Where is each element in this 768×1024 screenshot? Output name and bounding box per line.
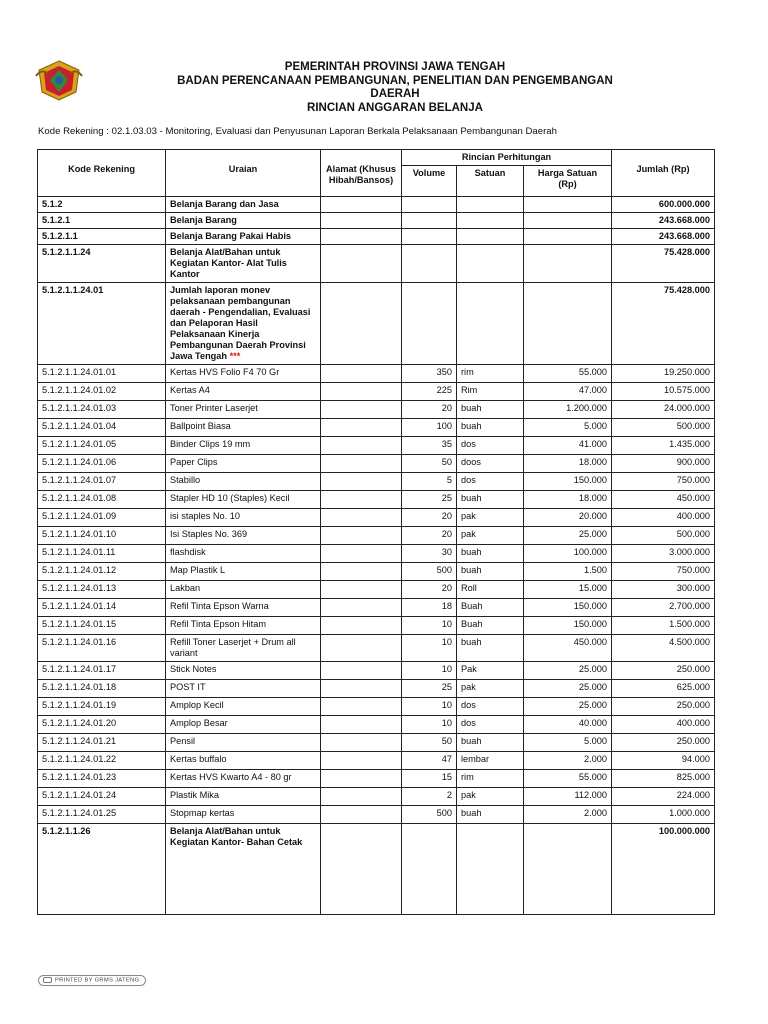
- row-uraian: Lakban: [166, 581, 321, 599]
- row-kode: 5.1.2.1.1.24.01: [38, 283, 166, 365]
- row-volume: 10: [402, 698, 457, 716]
- row-satuan: dos: [457, 437, 524, 455]
- row-uraian: Ballpoint Biasa: [166, 419, 321, 437]
- row-uraian: Kertas buffalo: [166, 752, 321, 770]
- row-satuan: rim: [457, 365, 524, 383]
- row-volume: [402, 229, 457, 245]
- row-satuan: Buah: [457, 599, 524, 617]
- row-alamat: [321, 770, 402, 788]
- row-volume: 30: [402, 545, 457, 563]
- row-harga: 18.000: [524, 455, 612, 473]
- row-alamat: [321, 563, 402, 581]
- row-volume: 20: [402, 509, 457, 527]
- row-uraian: Map Plastik L: [166, 563, 321, 581]
- uraian-marker: ***: [229, 351, 241, 361]
- row-kode: 5.1.2.1.1.24.01.01: [38, 365, 166, 383]
- row-uraian-text: Belanja Barang: [170, 215, 237, 225]
- printer-icon: [43, 977, 52, 983]
- row-uraian: Stopmap kertas: [166, 806, 321, 824]
- row-harga: 100.000: [524, 545, 612, 563]
- row-satuan: [457, 197, 524, 213]
- row-volume: 25: [402, 491, 457, 509]
- row-satuan: pak: [457, 788, 524, 806]
- row-harga: 47.000: [524, 383, 612, 401]
- table-row: [38, 680, 715, 698]
- table-row: [38, 509, 715, 527]
- row-kode: 5.1.2.1.1.24.01.07: [38, 473, 166, 491]
- printed-by-footer: [38, 975, 146, 986]
- row-jumlah: 900.000: [612, 455, 715, 473]
- row-alamat: [321, 509, 402, 527]
- row-satuan: [457, 229, 524, 245]
- header-line-title: RINCIAN ANGGARAN BELANJA: [307, 101, 483, 114]
- row-alamat: [321, 527, 402, 545]
- row-harga: 5.000: [524, 419, 612, 437]
- row-kode: 5.1.2.1.1.24.01.12: [38, 563, 166, 581]
- row-volume: [402, 245, 457, 283]
- row-uraian: isi staples No. 10: [166, 509, 321, 527]
- row-kode: 5.1.2.1.1.24.01.18: [38, 680, 166, 698]
- row-harga: [524, 213, 612, 229]
- row-alamat: [321, 383, 402, 401]
- row-jumlah: 600.000.000: [612, 197, 715, 213]
- row-alamat: [321, 617, 402, 635]
- row-jumlah: 1.435.000: [612, 437, 715, 455]
- row-harga: 40.000: [524, 716, 612, 734]
- row-satuan: pak: [457, 527, 524, 545]
- row-jumlah: 19.250.000: [612, 365, 715, 383]
- row-satuan: dos: [457, 716, 524, 734]
- row-jumlah: 250.000: [612, 662, 715, 680]
- kode-rekening-line: Kode Rekening : 02.1.03.03 - Monitoring, Evaluasi dan Penyusunan Laporan Berkala Pelaksanaan Pembangunan Daerah: [38, 126, 557, 137]
- row-jumlah: 243.668.000: [612, 213, 715, 229]
- row-uraian: Paper Clips: [166, 455, 321, 473]
- row-kode: 5.1.2.1.1.24.01.17: [38, 662, 166, 680]
- row-harga: [524, 229, 612, 245]
- row-jumlah: 24.000.000: [612, 401, 715, 419]
- row-volume: [402, 197, 457, 213]
- row-volume: 10: [402, 716, 457, 734]
- row-uraian: Amplop Kecil: [166, 698, 321, 716]
- budget-table: [37, 149, 715, 915]
- col-header-uraian: Uraian: [166, 150, 321, 197]
- row-volume: 20: [402, 527, 457, 545]
- row-kode: 5.1.2.1.1.24.01.25: [38, 806, 166, 824]
- row-kode: 5.1.2.1.1.24.01.23: [38, 770, 166, 788]
- col-header-harga: Harga Satuan (Rp): [524, 166, 612, 197]
- row-jumlah: 750.000: [612, 473, 715, 491]
- row-alamat: [321, 545, 402, 563]
- table-row: [38, 599, 715, 617]
- row-alamat: [321, 662, 402, 680]
- summary-row: [38, 229, 715, 245]
- row-satuan: buah: [457, 806, 524, 824]
- row-uraian: Binder Clips 19 mm: [166, 437, 321, 455]
- header-line-daerah: DAERAH: [370, 88, 420, 100]
- row-kode: 5.1.2.1.1.24.01.03: [38, 401, 166, 419]
- table-row: [38, 437, 715, 455]
- row-kode: 5.1.2.1: [38, 213, 166, 229]
- row-satuan: Pak: [457, 662, 524, 680]
- col-header-kode: Kode Rekening: [38, 150, 166, 197]
- row-satuan: buah: [457, 563, 524, 581]
- col-header-rincian: Rincian Perhitungan: [402, 150, 612, 166]
- row-harga: 18.000: [524, 491, 612, 509]
- row-jumlah: 750.000: [612, 563, 715, 581]
- row-alamat: [321, 734, 402, 752]
- row-satuan: dos: [457, 473, 524, 491]
- table-row: [38, 401, 715, 419]
- row-kode: 5.1.2.1.1.24.01.05: [38, 437, 166, 455]
- row-jumlah: 500.000: [612, 419, 715, 437]
- row-jumlah: 250.000: [612, 734, 715, 752]
- row-jumlah: 1.000.000: [612, 806, 715, 824]
- table-row: [38, 527, 715, 545]
- row-uraian: Kertas A4: [166, 383, 321, 401]
- table-row: [38, 473, 715, 491]
- table-row: [38, 734, 715, 752]
- row-alamat: [321, 824, 402, 915]
- row-harga: 2.000: [524, 806, 612, 824]
- row-volume: 18: [402, 599, 457, 617]
- row-harga: 55.000: [524, 365, 612, 383]
- row-kode: 5.1.2.1.1.24.01.24: [38, 788, 166, 806]
- row-jumlah: 1.500.000: [612, 617, 715, 635]
- table-row: [38, 455, 715, 473]
- row-jumlah: 4.500.000: [612, 635, 715, 662]
- row-satuan: rim: [457, 770, 524, 788]
- row-kode: 5.1.2.1.1.24.01.13: [38, 581, 166, 599]
- row-harga: 2.000: [524, 752, 612, 770]
- row-jumlah: 3.000.000: [612, 545, 715, 563]
- row-kode: 5.1.2.1.1.24.01.10: [38, 527, 166, 545]
- row-harga: 150.000: [524, 473, 612, 491]
- table-row: [38, 698, 715, 716]
- row-satuan: [457, 245, 524, 283]
- row-satuan: dos: [457, 698, 524, 716]
- table-row: [38, 806, 715, 824]
- row-harga: 1.200.000: [524, 401, 612, 419]
- row-uraian: Kertas HVS Kwarto A4 - 80 gr: [166, 770, 321, 788]
- row-alamat: [321, 680, 402, 698]
- row-jumlah: 75.428.000: [612, 245, 715, 283]
- row-uraian: Stick Notes: [166, 662, 321, 680]
- row-volume: 47: [402, 752, 457, 770]
- row-alamat: [321, 365, 402, 383]
- last-summary-row: [38, 824, 715, 915]
- row-harga: 1.500: [524, 563, 612, 581]
- row-volume: 20: [402, 581, 457, 599]
- row-volume: 350: [402, 365, 457, 383]
- table-row: [38, 716, 715, 734]
- row-satuan: Roll: [457, 581, 524, 599]
- row-satuan: [457, 213, 524, 229]
- row-volume: 2: [402, 788, 457, 806]
- row-kode: 5.1.2.1.1.24.01.21: [38, 734, 166, 752]
- row-volume: 5: [402, 473, 457, 491]
- row-alamat: [321, 437, 402, 455]
- row-kode: 5.1.2.1.1.24.01.11: [38, 545, 166, 563]
- row-alamat: [321, 491, 402, 509]
- row-satuan: buah: [457, 419, 524, 437]
- row-alamat: [321, 752, 402, 770]
- row-uraian: POST IT: [166, 680, 321, 698]
- table-row: [38, 752, 715, 770]
- row-kode: 5.1.2.1.1.24.01.04: [38, 419, 166, 437]
- row-volume: 100: [402, 419, 457, 437]
- table-row: [38, 419, 715, 437]
- row-kode: 5.1.2.1.1.24: [38, 245, 166, 283]
- row-satuan: [457, 824, 524, 915]
- row-uraian: Pensil: [166, 734, 321, 752]
- row-volume: 20: [402, 401, 457, 419]
- row-uraian: Belanja Alat/Bahan untuk Kegiatan Kantor- Bahan Cetak: [166, 824, 321, 915]
- row-harga: [524, 824, 612, 915]
- row-jumlah: 10.575.000: [612, 383, 715, 401]
- row-jumlah: 243.668.000: [612, 229, 715, 245]
- row-harga: 55.000: [524, 770, 612, 788]
- summary-row: [38, 197, 715, 213]
- row-uraian: Amplop Besar: [166, 716, 321, 734]
- row-satuan: pak: [457, 509, 524, 527]
- row-kode: 5.1.2.1.1.24.01.08: [38, 491, 166, 509]
- row-uraian: [166, 197, 321, 213]
- row-alamat: [321, 473, 402, 491]
- row-jumlah: 94.000: [612, 752, 715, 770]
- row-uraian: [166, 283, 321, 365]
- row-alamat: [321, 599, 402, 617]
- row-alamat: [321, 213, 402, 229]
- row-alamat: [321, 455, 402, 473]
- row-volume: [402, 824, 457, 915]
- row-harga: 25.000: [524, 527, 612, 545]
- row-kode: 5.1.2.1.1.26: [38, 824, 166, 915]
- row-jumlah: 2.700.000: [612, 599, 715, 617]
- row-kode: 5.1.2.1.1.24.01.14: [38, 599, 166, 617]
- col-header-satuan: Satuan: [457, 166, 524, 197]
- row-volume: 500: [402, 563, 457, 581]
- row-uraian: [166, 229, 321, 245]
- row-satuan: buah: [457, 401, 524, 419]
- row-uraian: flashdisk: [166, 545, 321, 563]
- row-kode: 5.1.2.1.1.24.01.16: [38, 635, 166, 662]
- row-alamat: [321, 635, 402, 662]
- row-satuan: pak: [457, 680, 524, 698]
- row-kode: 5.1.2: [38, 197, 166, 213]
- row-kode: 5.1.2.1.1.24.01.20: [38, 716, 166, 734]
- row-harga: [524, 245, 612, 283]
- row-alamat: [321, 581, 402, 599]
- row-volume: 35: [402, 437, 457, 455]
- row-satuan: doos: [457, 455, 524, 473]
- row-jumlah: 400.000: [612, 509, 715, 527]
- row-uraian: Toner Printer Laserjet: [166, 401, 321, 419]
- row-alamat: [321, 698, 402, 716]
- table-row: [38, 545, 715, 563]
- col-header-volume: Volume: [402, 166, 457, 197]
- header-line-agency: BADAN PERENCANAAN PEMBANGUNAN, PENELITIAN DAN PENGEMBANGAN: [177, 74, 613, 87]
- row-uraian: Plastik Mika: [166, 788, 321, 806]
- header-line-government: PEMERINTAH PROVINSI JAWA TENGAH: [284, 61, 506, 73]
- row-harga: 25.000: [524, 662, 612, 680]
- row-kode: 5.1.2.1.1.24.01.02: [38, 383, 166, 401]
- row-uraian-text: Belanja Alat/Bahan untuk Kegiatan Kantor- Alat Tulis Kantor: [170, 247, 287, 279]
- row-alamat: [321, 283, 402, 365]
- row-kode: 5.1.2.1.1.24.01.06: [38, 455, 166, 473]
- row-alamat: [321, 788, 402, 806]
- row-kode: 5.1.2.1.1.24.01.15: [38, 617, 166, 635]
- row-jumlah: 100.000.000: [612, 824, 715, 915]
- row-harga: 25.000: [524, 698, 612, 716]
- table-row: [38, 770, 715, 788]
- row-kode: 5.1.2.1.1.24.01.09: [38, 509, 166, 527]
- row-uraian: Stabillo: [166, 473, 321, 491]
- row-uraian: Stapler HD 10 (Staples) Kecil: [166, 491, 321, 509]
- row-volume: 50: [402, 455, 457, 473]
- row-harga: 450.000: [524, 635, 612, 662]
- row-volume: 500: [402, 806, 457, 824]
- row-harga: 150.000: [524, 617, 612, 635]
- row-alamat: [321, 229, 402, 245]
- row-volume: 225: [402, 383, 457, 401]
- row-satuan: lembar: [457, 752, 524, 770]
- row-satuan: Rim: [457, 383, 524, 401]
- row-uraian: Refil Tinta Epson Hitam: [166, 617, 321, 635]
- row-volume: 25: [402, 680, 457, 698]
- row-jumlah: 625.000: [612, 680, 715, 698]
- table-row: [38, 635, 715, 662]
- row-alamat: [321, 716, 402, 734]
- row-alamat: [321, 419, 402, 437]
- row-harga: 41.000: [524, 437, 612, 455]
- row-volume: [402, 283, 457, 365]
- row-harga: 112.000: [524, 788, 612, 806]
- row-jumlah: 500.000: [612, 527, 715, 545]
- row-jumlah: 400.000: [612, 716, 715, 734]
- budget-table-body: [38, 197, 715, 915]
- row-harga: 25.000: [524, 680, 612, 698]
- row-volume: 15: [402, 770, 457, 788]
- row-jumlah: 450.000: [612, 491, 715, 509]
- row-alamat: [321, 401, 402, 419]
- row-jumlah: 825.000: [612, 770, 715, 788]
- row-harga: 15.000: [524, 581, 612, 599]
- row-satuan: buah: [457, 491, 524, 509]
- row-volume: 10: [402, 617, 457, 635]
- row-volume: [402, 213, 457, 229]
- row-uraian: Refill Toner Laserjet + Drum all variant: [166, 635, 321, 662]
- table-row: [38, 563, 715, 581]
- row-jumlah: 224.000: [612, 788, 715, 806]
- table-row: [38, 383, 715, 401]
- row-uraian-text: Belanja Barang Pakai Habis: [170, 231, 292, 241]
- row-satuan: buah: [457, 545, 524, 563]
- row-harga: [524, 197, 612, 213]
- row-volume: 10: [402, 635, 457, 662]
- row-satuan: [457, 283, 524, 365]
- table-row: [38, 491, 715, 509]
- row-harga: [524, 283, 612, 365]
- row-harga: 150.000: [524, 599, 612, 617]
- row-kode: 5.1.2.1.1.24.01.19: [38, 698, 166, 716]
- summary-row: [38, 213, 715, 229]
- provincial-emblem-logo: [34, 58, 84, 102]
- summary-row: [38, 245, 715, 283]
- table-row: [38, 365, 715, 383]
- col-header-jumlah: Jumlah (Rp): [612, 150, 715, 197]
- row-alamat: [321, 197, 402, 213]
- col-header-alamat: Alamat (Khusus Hibah/Bansos): [321, 150, 402, 197]
- row-uraian: Isi Staples No. 369: [166, 527, 321, 545]
- row-harga: 20.000: [524, 509, 612, 527]
- row-kode: 5.1.2.1.1: [38, 229, 166, 245]
- table-row: [38, 581, 715, 599]
- row-satuan: Buah: [457, 617, 524, 635]
- table-row: [38, 662, 715, 680]
- row-satuan: buah: [457, 734, 524, 752]
- row-uraian: [166, 245, 321, 283]
- row-volume: 50: [402, 734, 457, 752]
- footer-text: PRINTED BY GRMS JATENG: [55, 977, 140, 984]
- row-alamat: [321, 806, 402, 824]
- row-harga: 5.000: [524, 734, 612, 752]
- row-jumlah: 250.000: [612, 698, 715, 716]
- row-volume: 10: [402, 662, 457, 680]
- row-uraian: Kertas HVS Folio F4 70 Gr: [166, 365, 321, 383]
- row-satuan: buah: [457, 635, 524, 662]
- row-alamat: [321, 245, 402, 283]
- row-uraian: [166, 213, 321, 229]
- table-row: [38, 788, 715, 806]
- row-kode: 5.1.2.1.1.24.01.22: [38, 752, 166, 770]
- document-header: [100, 61, 690, 115]
- row-jumlah: 75.428.000: [612, 283, 715, 365]
- row-jumlah: 300.000: [612, 581, 715, 599]
- row-uraian-text: Belanja Barang dan Jasa: [170, 199, 279, 209]
- summary-row: [38, 283, 715, 365]
- table-row: [38, 617, 715, 635]
- row-uraian-text: Jumlah laporan monev pelaksanaan pembangunan daerah - Pengendalian, Evaluasi dan Pelaporan Hasil Pelaksanaan Kinerja Pembangunan Daerah Provinsi Jawa Tengah: [170, 285, 311, 361]
- row-uraian: Refil Tinta Epson Warna: [166, 599, 321, 617]
